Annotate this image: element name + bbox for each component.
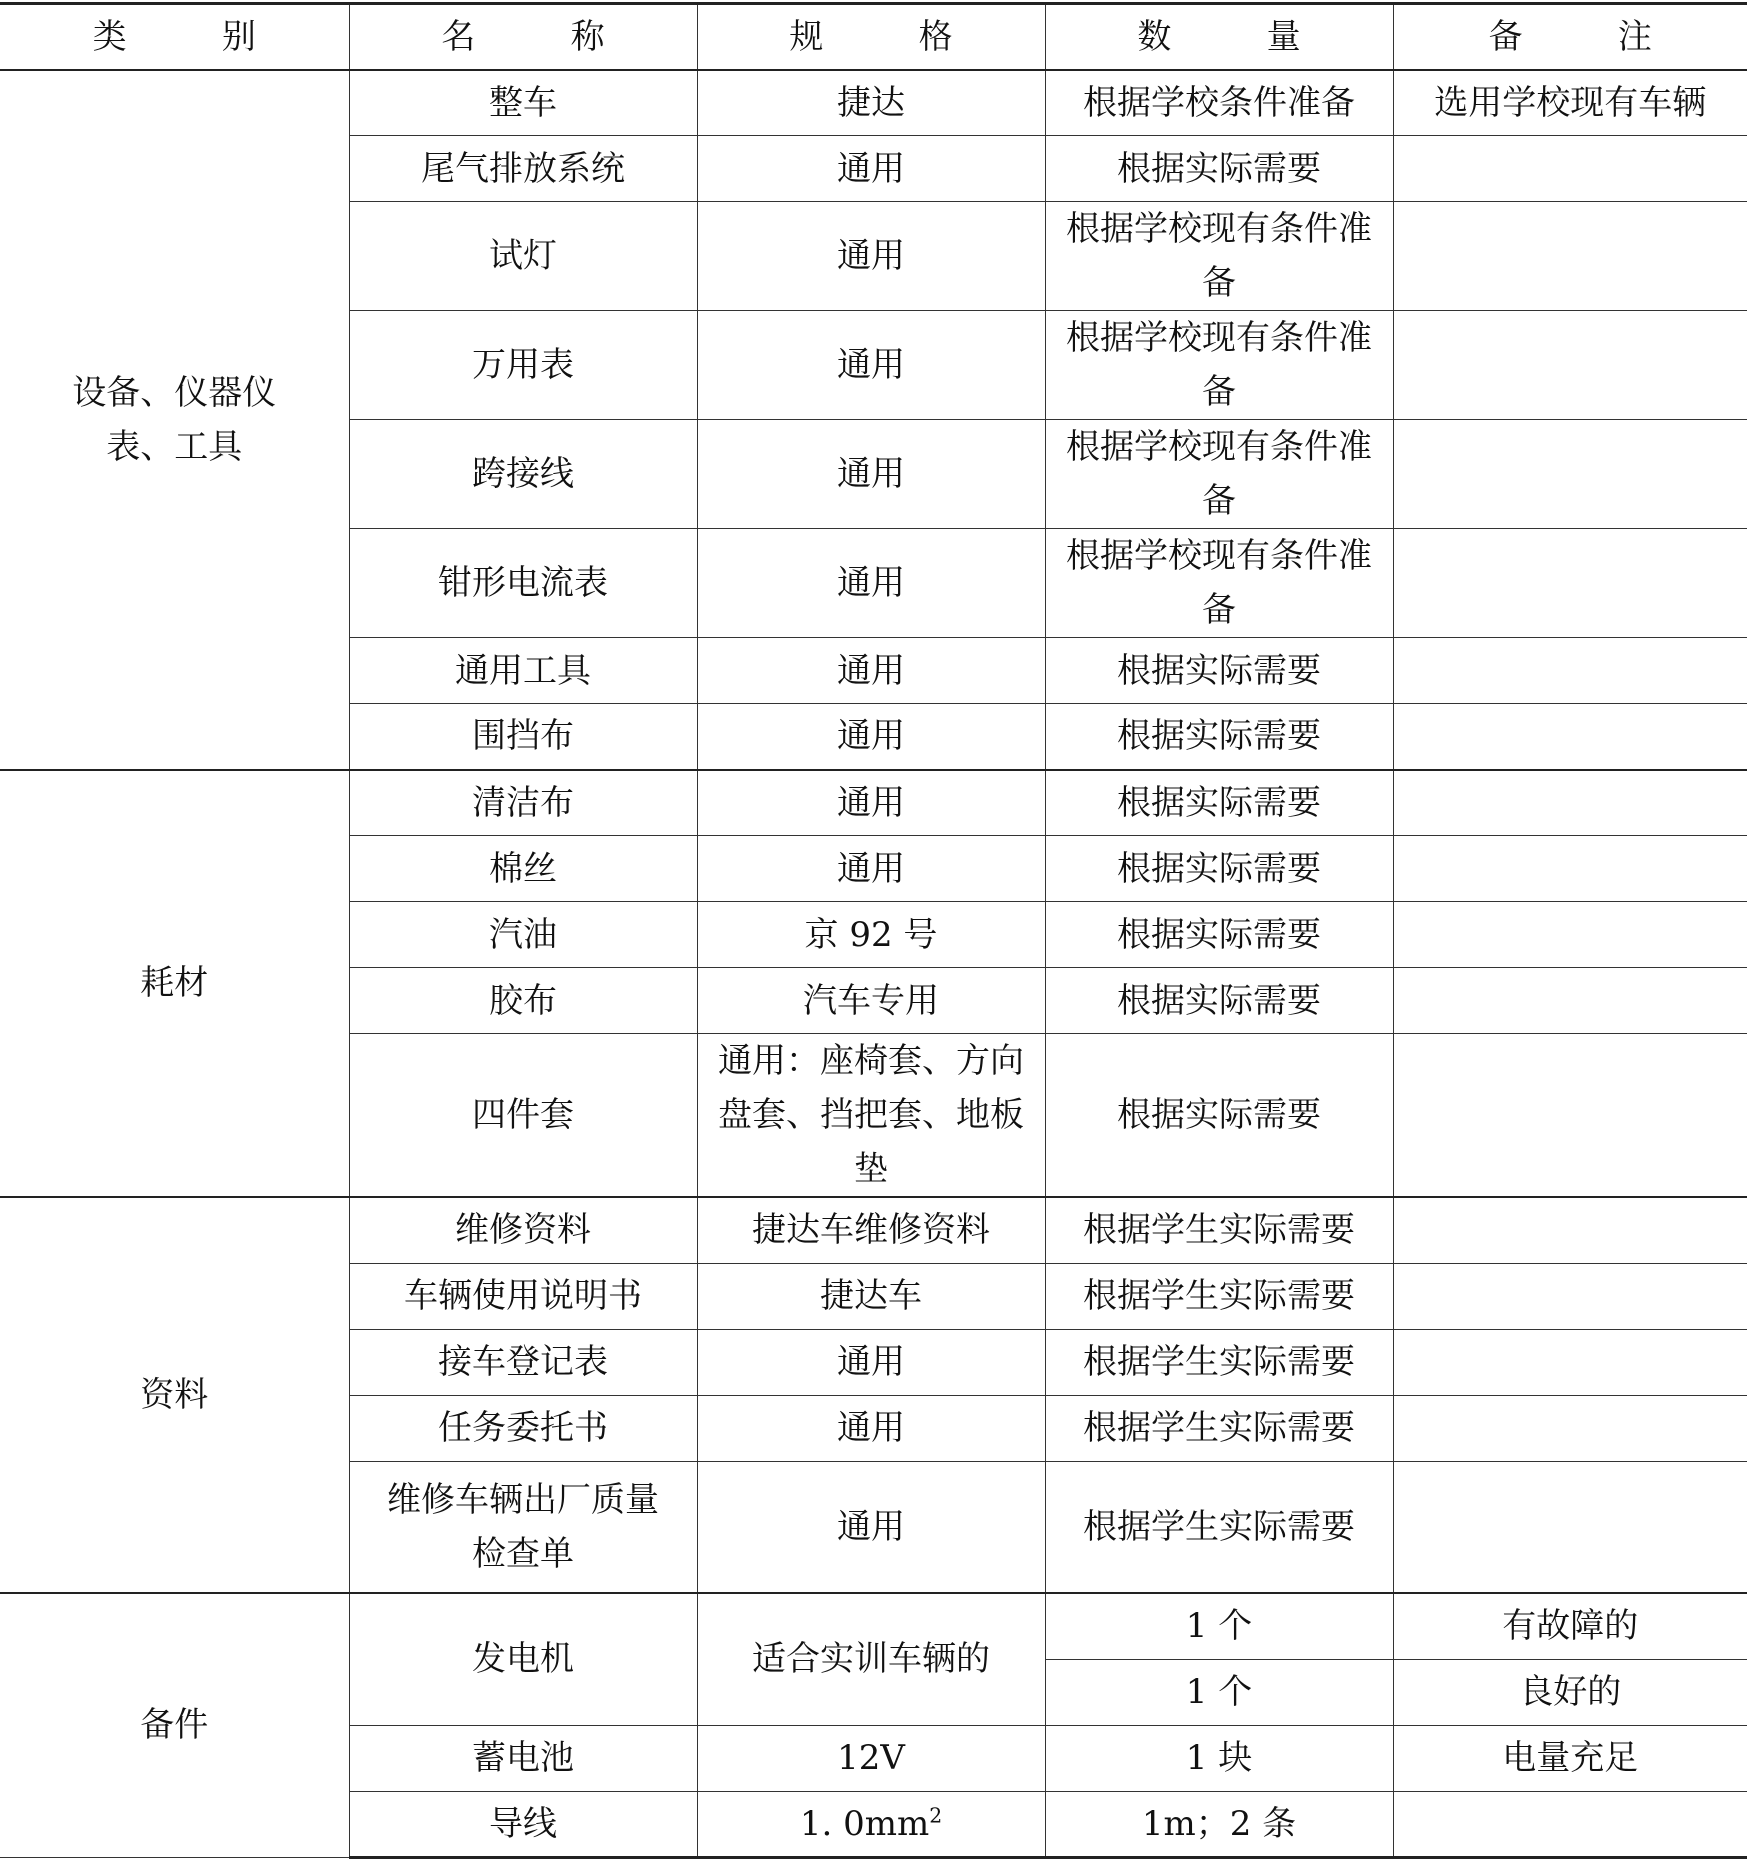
cell-spec [697, 1791, 1045, 1857]
header-quantity: 数 量 [1045, 4, 1393, 70]
cell-quantity: 1 个 [1045, 1659, 1393, 1725]
cell-spec: 捷达车维修资料 [697, 1197, 1045, 1263]
cell-spec: 通用 [697, 704, 1045, 770]
cell-quantity: 根据实际需要 [1045, 968, 1393, 1034]
cell-spec: 通用 [697, 529, 1045, 638]
cell-note [1393, 136, 1747, 202]
cell-name: 任务委托书 [349, 1395, 697, 1461]
cell-name: 万用表 [349, 311, 697, 420]
cell-name: 蓄电池 [349, 1725, 697, 1791]
cell-note [1393, 311, 1747, 420]
category-documents: 资料 [0, 1197, 349, 1593]
cell-name: 钳形电流表 [349, 529, 697, 638]
cell-quantity: 根据学校现有条件准备 [1045, 311, 1393, 420]
cell-name: 试灯 [349, 202, 697, 311]
cell-note [1393, 1461, 1747, 1593]
cell-quantity: 根据学生实际需要 [1045, 1395, 1393, 1461]
cell-spec: 通用 [697, 770, 1045, 836]
equipment-list-table [0, 2, 1747, 1859]
cell-note [1393, 1791, 1747, 1857]
cell-quantity: 根据学生实际需要 [1045, 1329, 1393, 1395]
cell-note [1393, 704, 1747, 770]
table-row [0, 1197, 1747, 1263]
cell-name: 跨接线 [349, 420, 697, 529]
table-row [0, 770, 1747, 836]
cell-quantity: 根据实际需要 [1045, 770, 1393, 836]
cell-note [1393, 836, 1747, 902]
cell-spec: 通用 [697, 311, 1045, 420]
spec-line: 通用：座椅套、方向 [718, 1041, 1024, 1081]
cell-name: 整车 [349, 70, 697, 136]
cell-note [1393, 968, 1747, 1034]
cell-name: 导线 [349, 1791, 697, 1857]
cell-spec: 捷达车 [697, 1263, 1045, 1329]
table-row [0, 70, 1747, 136]
cell-spec: 通用 [697, 202, 1045, 311]
cell-name: 汽油 [349, 902, 697, 968]
cell-spec: 通用 [697, 136, 1045, 202]
cell-spec: 通用 [697, 1329, 1045, 1395]
cell-note [1393, 202, 1747, 311]
name-line: 维修车辆出厂质量 [387, 1479, 659, 1520]
header-note: 备 注 [1393, 4, 1747, 70]
cell-quantity: 根据学校现有条件准备 [1045, 529, 1393, 638]
cell-quantity: 根据学校条件准备 [1045, 70, 1393, 136]
cell-name: 车辆使用说明书 [349, 1263, 697, 1329]
cell-spec: 通用 [697, 836, 1045, 902]
cell-quantity: 1 块 [1045, 1725, 1393, 1791]
cell-note [1393, 770, 1747, 836]
table-row [0, 1593, 1747, 1659]
spec-superscript: 2 [929, 1803, 943, 1828]
cell-name: 棉丝 [349, 836, 697, 902]
cell-quantity: 根据实际需要 [1045, 638, 1393, 704]
cell-quantity: 根据学校现有条件准备 [1045, 420, 1393, 529]
cell-quantity: 根据学生实际需要 [1045, 1263, 1393, 1329]
category-consumables: 耗材 [0, 770, 349, 1198]
header-category: 类 别 [0, 4, 349, 70]
cell-spec: 12V [697, 1725, 1045, 1791]
cell-name: 通用工具 [349, 638, 697, 704]
cell-quantity: 根据实际需要 [1045, 704, 1393, 770]
cell-note [1393, 420, 1747, 529]
name-line: 检查单 [472, 1533, 574, 1574]
cell-note [1393, 1329, 1747, 1395]
cell-note: 有故障的 [1393, 1593, 1747, 1659]
cell-note: 良好的 [1393, 1659, 1747, 1725]
cell-spec: 捷达 [697, 70, 1045, 136]
header-spec: 规 格 [697, 4, 1045, 70]
cell-note: 选用学校现有车辆 [1393, 70, 1747, 136]
cell-note [1393, 1395, 1747, 1461]
category-spares: 备件 [0, 1593, 349, 1857]
cell-note [1393, 1034, 1747, 1198]
cell-quantity: 根据实际需要 [1045, 902, 1393, 968]
cell-name: 维修资料 [349, 1197, 697, 1263]
cell-spec: 通用 [697, 638, 1045, 704]
cell-name: 围挡布 [349, 704, 697, 770]
cell-quantity: 根据实际需要 [1045, 136, 1393, 202]
cell-quantity: 根据学校现有条件准备 [1045, 202, 1393, 311]
cell-spec [697, 1034, 1045, 1198]
cell-name: 四件套 [349, 1034, 697, 1198]
cell-quantity: 根据实际需要 [1045, 1034, 1393, 1198]
cell-note [1393, 529, 1747, 638]
table-header-row [0, 4, 1747, 70]
cell-note [1393, 638, 1747, 704]
category-equipment: 设备、仪器仪表、工具 [0, 70, 349, 770]
cell-spec: 通用 [697, 1395, 1045, 1461]
header-name: 名 称 [349, 4, 697, 70]
cell-note [1393, 1197, 1747, 1263]
cell-name: 接车登记表 [349, 1329, 697, 1395]
cell-quantity: 1 个 [1045, 1593, 1393, 1659]
cell-quantity: 1m；2 条 [1045, 1791, 1393, 1857]
cell-spec: 京 92 号 [697, 902, 1045, 968]
cell-name: 胶布 [349, 968, 697, 1034]
cell-quantity: 根据学生实际需要 [1045, 1461, 1393, 1593]
cell-note [1393, 902, 1747, 968]
cell-note [1393, 1263, 1747, 1329]
cell-note: 电量充足 [1393, 1725, 1747, 1791]
spec-base: 1. 0mm [799, 1803, 930, 1844]
cell-spec: 适合实训车辆的 [697, 1593, 1045, 1725]
cell-spec: 汽车专用 [697, 968, 1045, 1034]
cell-spec: 通用 [697, 420, 1045, 529]
cell-spec: 通用 [697, 1461, 1045, 1593]
cell-name [349, 1461, 697, 1593]
spec-line: 盘套、挡把套、地板垫 [718, 1095, 1024, 1189]
cell-quantity: 根据实际需要 [1045, 836, 1393, 902]
cell-quantity: 根据学生实际需要 [1045, 1197, 1393, 1263]
cell-name: 尾气排放系统 [349, 136, 697, 202]
cell-name: 清洁布 [349, 770, 697, 836]
cell-name: 发电机 [349, 1593, 697, 1725]
